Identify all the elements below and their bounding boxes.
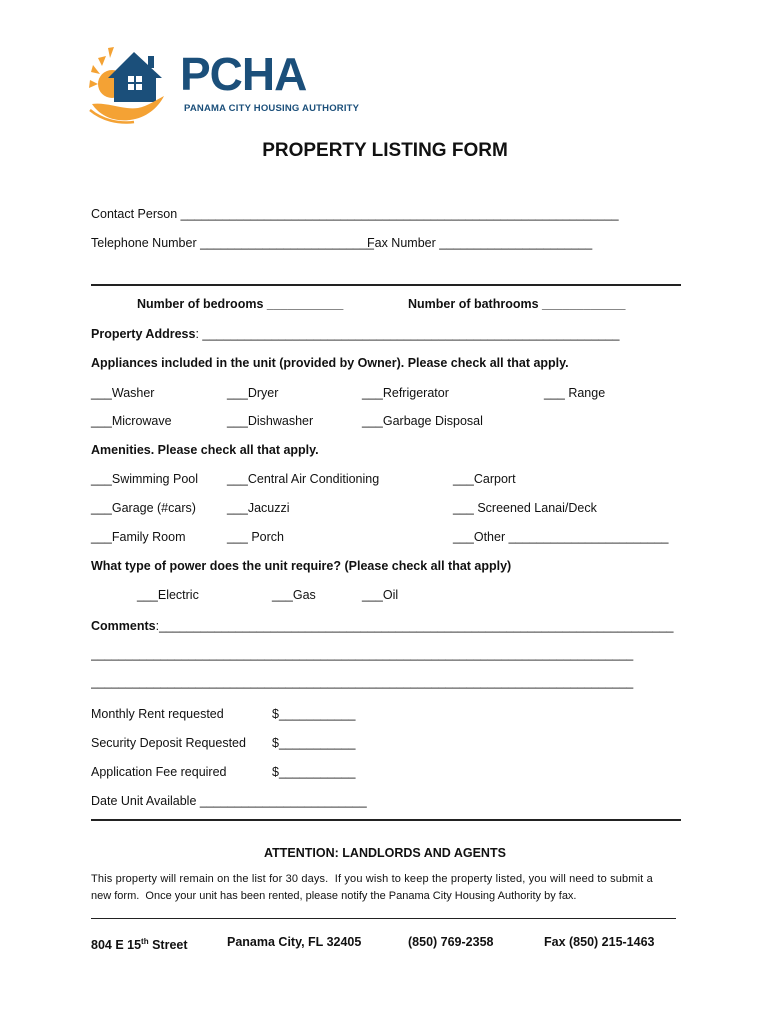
footer-address-street: Street [148, 938, 188, 953]
footer-address [91, 934, 188, 953]
monthly-rent-label: Monthly Rent requested [91, 707, 224, 721]
footer-fax: Fax (850) 215-1463 [544, 935, 655, 949]
amenity-family-room[interactable]: ___Family Room [91, 530, 186, 544]
footer-address-suffix: th [141, 937, 149, 946]
form-title: PROPERTY LISTING FORM [262, 140, 508, 161]
appliance-dishwasher[interactable]: ___Dishwasher [227, 414, 314, 428]
power-gas[interactable]: ___Gas [272, 588, 316, 602]
power-heading: What type of power does the unit require? (Please check all that apply) [91, 559, 512, 573]
comments-line-2[interactable]: ______________________________________________________________________________ [91, 647, 634, 661]
amenity-jacuzzi[interactable]: ___Jacuzzi [227, 501, 290, 515]
contact-person-field[interactable]: Contact Person _______________________________________________________________ [91, 207, 619, 221]
attention-text-line-1: This property will remain on the list for 30 days. If you wish to keep the property listed, you will need to submit a [91, 873, 653, 885]
footer-city: Panama City, FL 32405 [227, 935, 362, 949]
application-fee-field[interactable]: $___________ [272, 765, 356, 779]
comments-field[interactable] [91, 618, 681, 634]
bathrooms-field[interactable]: Number of bathrooms ____________ [408, 297, 626, 311]
security-deposit-field[interactable]: $___________ [272, 736, 356, 750]
comments-line-3[interactable]: ______________________________________________________________________________ [91, 675, 634, 689]
amenity-other[interactable]: ___Other _______________________ [453, 530, 669, 544]
property-address-field[interactable] [91, 326, 620, 342]
property-address-line[interactable]: : ____________________________________________________________ [195, 327, 620, 341]
logo-acronym: PCHA [180, 48, 307, 100]
amenity-screened-lanai[interactable]: ___ Screened Lanai/Deck [453, 501, 597, 515]
date-available-field[interactable]: Date Unit Available ________________________ [91, 794, 367, 808]
amenity-central-air[interactable]: ___Central Air Conditioning [227, 472, 380, 486]
amenity-porch[interactable]: ___ Porch [227, 530, 284, 544]
amenity-swimming-pool[interactable]: ___Swimming Pool [91, 472, 198, 486]
amenity-garage[interactable]: ___Garage (#cars) [91, 501, 196, 515]
comments-line-1[interactable]: :__________________________________________________________________________ [155, 619, 674, 633]
footer-phone: (850) 769-2358 [408, 935, 494, 949]
attention-heading: ATTENTION: LANDLORDS AND AGENTS [264, 846, 506, 860]
security-deposit-label: Security Deposit Requested [91, 736, 246, 750]
appliance-garbage-disposal[interactable]: ___Garbage Disposal [362, 414, 483, 428]
appliances-heading: Appliances included in the unit (provided by Owner). Please check all that apply. [91, 356, 569, 370]
appliance-refrigerator[interactable]: ___Refrigerator [362, 386, 449, 400]
bedrooms-field[interactable]: Number of bedrooms ___________ [137, 297, 344, 311]
power-oil[interactable]: ___Oil [362, 588, 399, 602]
fax-field[interactable]: Fax Number ______________________ [367, 236, 593, 250]
section-divider [91, 819, 681, 821]
appliance-range[interactable]: ___ Range [544, 386, 606, 400]
footer-address-number: 804 E 15 [91, 938, 142, 953]
monthly-rent-field[interactable]: $___________ [272, 707, 356, 721]
power-electric[interactable]: ___Electric [137, 588, 199, 602]
section-divider [91, 284, 681, 286]
attention-text-line-2: new form. Once your unit has been rented, please notify the Panama City Housing Authority by fax. [91, 890, 577, 902]
amenity-carport[interactable]: ___Carport [453, 472, 516, 486]
appliance-microwave[interactable]: ___Microwave [91, 414, 172, 428]
pcha-logo [88, 44, 360, 128]
footer-divider [91, 918, 676, 919]
appliance-dryer[interactable]: ___Dryer [227, 386, 279, 400]
comments-label: Comments [91, 619, 156, 633]
appliance-washer[interactable]: ___Washer [91, 386, 155, 400]
application-fee-label: Application Fee required [91, 765, 227, 779]
logo-org-name: PANAMA CITY HOUSING AUTHORITY [184, 103, 360, 114]
telephone-field[interactable]: Telephone Number _________________________ [91, 236, 374, 250]
amenities-heading: Amenities. Please check all that apply. [91, 443, 319, 457]
property-address-label: Property Address [91, 327, 196, 341]
